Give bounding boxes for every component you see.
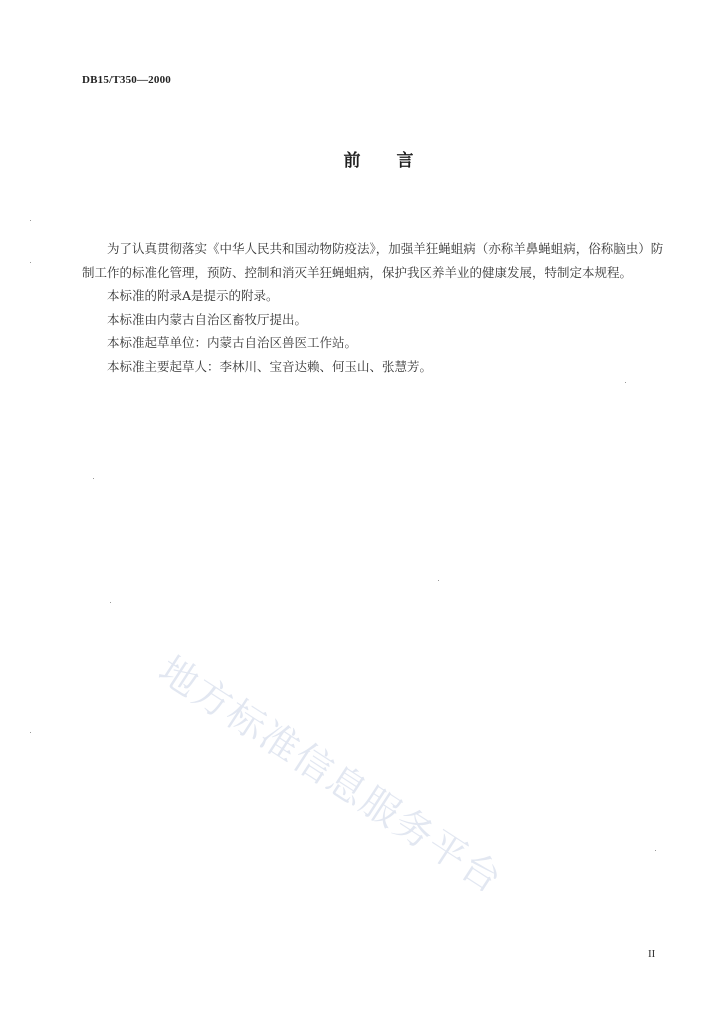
foreword-paragraph: 为了认真贯彻落实《中华人民共和国动物防疫法》，加强羊狂蝇蛆病（亦称羊鼻蝇蛆病，俗称脑虫）防制工作的标准化管理，预防、控制和消灭羊狂蝇蛆病，保护我区养羊业的健康发展，特制定本规程。 bbox=[82, 241, 664, 280]
watermark: 地方标准信息服务平台 bbox=[151, 647, 511, 903]
scan-speck bbox=[30, 732, 31, 733]
page-title: 前言 bbox=[343, 151, 450, 171]
foreword-body bbox=[82, 237, 664, 378]
scan-speck bbox=[93, 478, 94, 479]
annex-note-paragraph: 本标准的附录A是提示的附录。 bbox=[107, 288, 279, 303]
drafting-unit-paragraph: 本标准起草单位：内蒙古自治区兽医工作站。 bbox=[107, 335, 358, 350]
scan-speck bbox=[110, 602, 111, 603]
scan-speck bbox=[655, 850, 656, 851]
page-number: II bbox=[648, 948, 656, 960]
scan-speck bbox=[625, 382, 626, 383]
document-code: DB15/T350—2000 bbox=[82, 74, 171, 86]
scan-speck bbox=[438, 580, 439, 581]
drafters-paragraph: 本标准主要起草人：李林川、宝音达赖、何玉山、张慧芳。 bbox=[107, 358, 433, 374]
scan-speck bbox=[30, 262, 31, 263]
proposer-paragraph: 本标准由内蒙古自治区畜牧厅提出。 bbox=[107, 311, 308, 327]
scan-speck bbox=[30, 220, 31, 221]
